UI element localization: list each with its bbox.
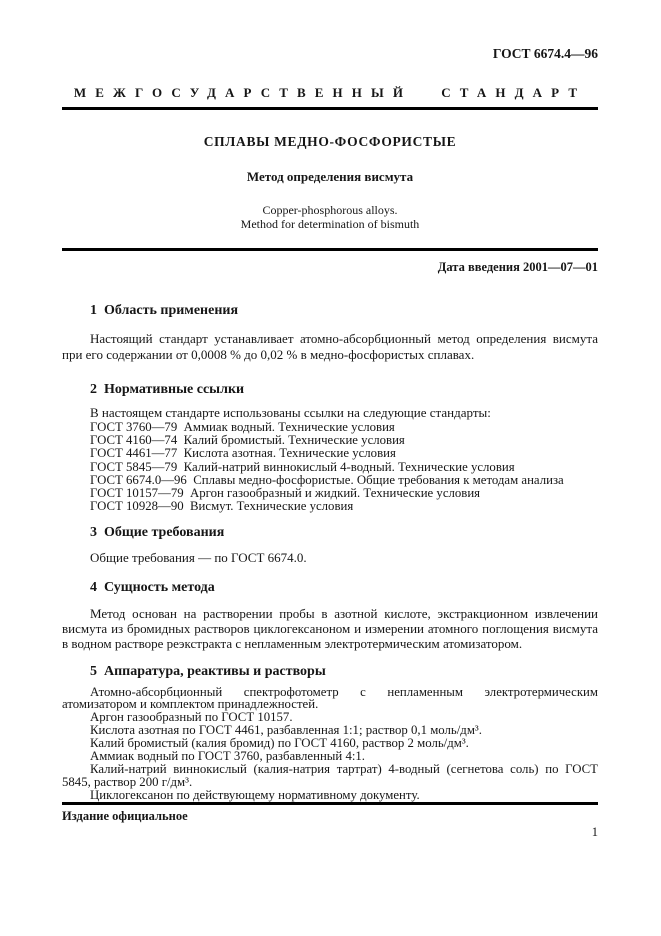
apparatus-item: Кислота азотная по ГОСТ 4461, разбавленная 1:1; раствор 0,1 моль/дм³. [90,723,482,738]
references-intro: В настоящем стандарте использованы ссылки на следующие стандарты: [90,405,491,420]
reference-item: ГОСТ 4461—77 Кислота азотная. Технические условия [90,446,396,461]
reference-item: ГОСТ 10157—79 Аргон газообразный и жидкий. Технические условия [90,486,481,501]
section-heading-apparatus: 5 Аппаратура, реактивы и растворы [90,663,326,679]
section-heading-general: 3 Общие требования [90,525,225,541]
edition-note: Издание официальное [62,809,188,823]
reference-item: ГОСТ 3760—79 Аммиак водный. Технические условия [90,420,395,434]
page-number: 1 [591,825,598,839]
section-heading-references: 2 Нормативные ссылки [90,382,245,397]
references-list [62,421,598,513]
doc-title-english-line1: Copper-phosphorous alloys. [262,203,398,217]
section-heading-essence: 4 Сущность метода [90,579,215,595]
scope-paragraph: Настоящий стандарт устанавливает атомно-абсорбционный метод определения висмута при его содержании от 0,0008 % до 0,02 % в медно-фосфористых сплавах. [62,331,598,362]
reference-item: ГОСТ 6674.0—96 Сплавы медно-фосфористые. Общие требования к методам анализа [90,472,564,487]
reference-item: ГОСТ 10928—90 Висмут. Технические условия [90,499,354,514]
standard-type-banner: МЕЖГОСУДАРСТВЕННЫЙ СТАНДАРТ [73,85,587,100]
reference-item: ГОСТ 5845—79 Калий-натрий виннокислый 4-водный. Технические условия [90,459,515,474]
doc-subtitle: Метод определения висмута [246,169,414,184]
essence-paragraph: Метод основан на растворении пробы в азотной кислоте, экстракционном извлечении висмута из бромидных растворов циклогексаноном и измерении атомного поглощения висмута в водном растворе реэкстракта с непламенным электротермическим атомизатором. [62,605,598,652]
apparatus-item: Атомно-абсорбционный спектрофотометр с непламенным электротермическим атомизатором и комплектом принадлежностей. [62,684,598,712]
doc-title: СПЛАВЫ МЕДНО-ФОСФОРИСТЫЕ [203,134,457,149]
effective-date: Дата введения 2001—07—01 [437,260,598,274]
apparatus-item: Аргон газообразный по ГОСТ 10157. [90,710,293,725]
apparatus-item: Калий бромистый (калия бромид) по ГОСТ 4160, раствор 2 моль/дм³. [90,736,469,751]
header-rule [62,107,598,110]
apparatus-item: Калий-натрий виннокислый (калия-натрия тартрат) 4-водный (сегнетова соль) по ГОСТ 5845, раствор 200 г/дм³. [62,761,598,789]
doc-title-english [62,203,598,231]
apparatus-item: Аммиак водный по ГОСТ 3760, разбавленный 4:1. [90,749,365,764]
section-heading-scope: 1 Область применения [90,303,239,318]
doc-number: ГОСТ 6674.4—96 [492,46,598,61]
general-paragraph: Общие требования — по ГОСТ 6674.0. [90,550,307,566]
apparatus-item: Циклогексанон по действующему нормативному документу. [90,787,420,802]
date-rule [62,248,598,251]
reference-item: ГОСТ 4160—74 Калий бромистый. Технические условия [90,433,405,448]
apparatus-list [62,686,598,802]
footer-rule [62,802,598,805]
doc-title-english-line2: Method for determination of bismuth [240,217,420,231]
